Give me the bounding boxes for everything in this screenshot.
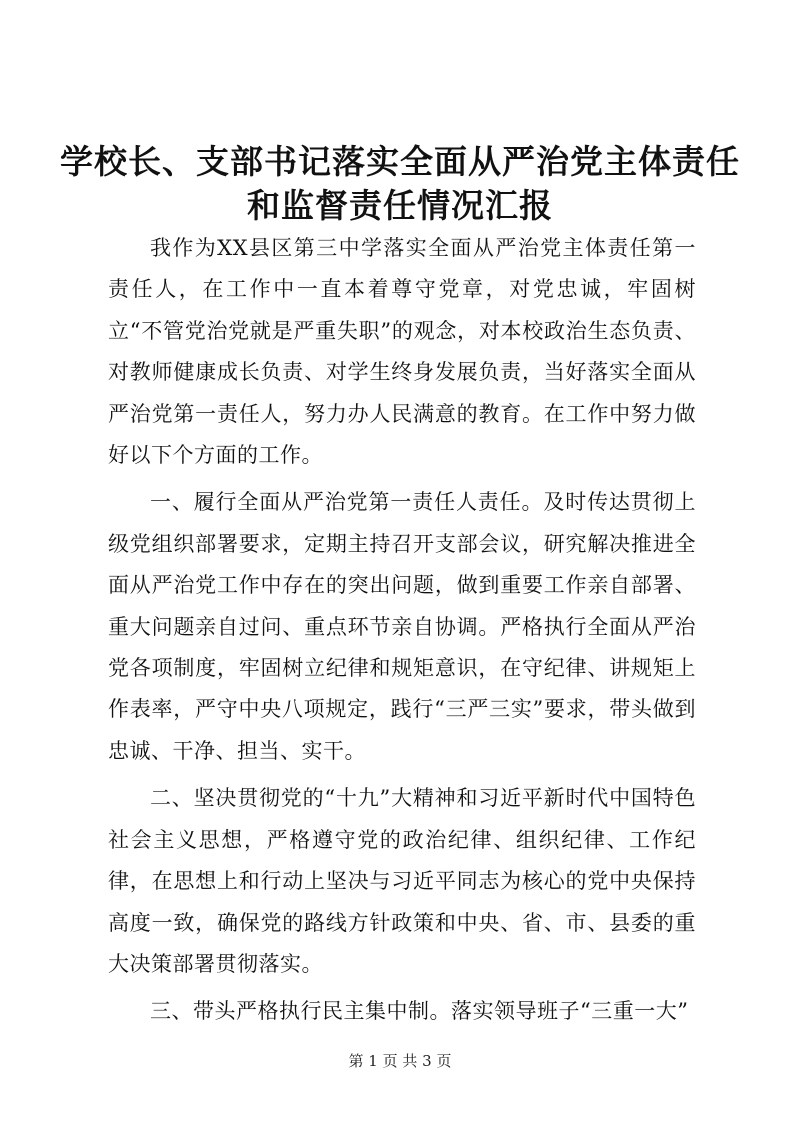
paragraph-section-1: 一、履行全面从严治党第一责任人责任。及时传达贯彻上级党组织部署要求，定期主持召开支部会议，研究解决推进全面从严治党工作中存在的突出问题，做到重要工作亲自部署、重大问题亲自过问、重点环节亲自协调。严格执行全面从严治党各项制度，牢固树立纪律和规矩意识，在守纪律、讲规矩上作表率，严守中央八项规定，践行“三严三实”要求，带头做到忠诚、干净、担当、实干。 [108, 490, 696, 763]
paragraph-intro: 我作为XX县区第三中学落实全面从严治党主体责任第一责任人，在工作中一直本着尊守党章，对党忠诚，牢固树立“不管党治党就是严重失职”的观念，对本校政治生态负责、对教师健康成长负责、对学生终身发展负责，当好落实全面从严治党第一责任人，努力办人民满意的教育。在工作中努力做好以下个方面的工作。 [108, 236, 696, 468]
document-body [108, 228, 696, 1033]
paragraph-section-3: 三、带头严格执行民主集中制。落实领导班子“三重一大” [150, 999, 689, 1024]
page-footer: 第 1 页 共 3 页 [348, 1052, 452, 1070]
document-title-line-2: 和监督责任情况汇报 [247, 186, 553, 225]
paragraph-section-2: 二、坚决贯彻党的“十九”大精神和习近平新时代中国特色社会主义思想，严格遵守党的政治纪律、组织纪律、工作纪律，在思想上和行动上坚决与习近平同志为核心的党中央保持高度一致，确保党的路线方针政策和中央、省、市、县委的重大决策部署贯彻落实。 [108, 786, 696, 976]
document-title-line-1: 学校长、支部书记落实全面从严治党主体责任 [60, 142, 740, 181]
